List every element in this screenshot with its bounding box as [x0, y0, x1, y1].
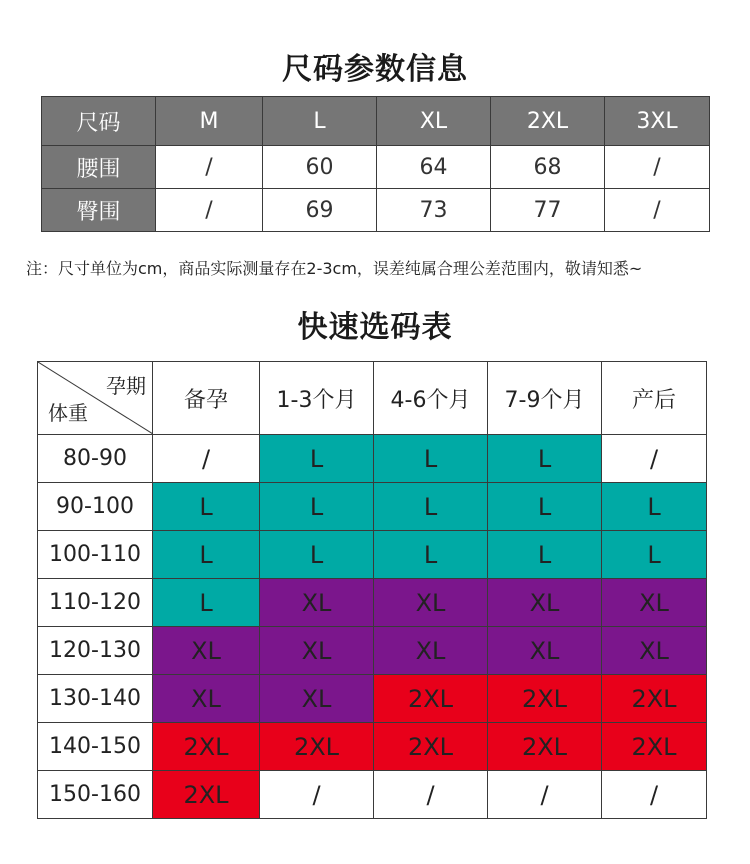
size-cell: XL — [153, 627, 260, 675]
table-row — [38, 531, 707, 579]
column-header: 产后 — [602, 362, 707, 435]
table-cell: 69 — [263, 189, 377, 232]
table-row — [38, 627, 707, 675]
size-cell: L — [374, 483, 488, 531]
size-cell: 2XL — [488, 675, 602, 723]
table-row — [38, 483, 707, 531]
size-cell: XL — [374, 627, 488, 675]
size-cell: XL — [260, 579, 374, 627]
size-cell: XL — [602, 627, 707, 675]
corner-header-cell — [38, 362, 153, 435]
weight-range-cell: 130-140 — [38, 675, 153, 723]
table-row — [38, 579, 707, 627]
corner-period-label: 孕期 — [106, 374, 146, 398]
size-cell: L — [153, 579, 260, 627]
size-header-cell: 3XL — [605, 97, 710, 146]
size-cell: / — [260, 771, 374, 819]
table-row — [38, 435, 707, 483]
size-table-title: 尺码参数信息 — [282, 52, 468, 87]
size-cell: 2XL — [374, 675, 488, 723]
size-cell: 2XL — [153, 771, 260, 819]
table-row — [38, 675, 707, 723]
weight-range-cell: 100-110 — [38, 531, 153, 579]
weight-range-cell: 90-100 — [38, 483, 153, 531]
size-cell: XL — [374, 579, 488, 627]
size-cell: / — [374, 771, 488, 819]
hip-row — [42, 189, 710, 232]
size-header-row — [42, 97, 710, 146]
quick-table-body — [38, 435, 707, 819]
size-cell: / — [153, 435, 260, 483]
size-cell: XL — [602, 579, 707, 627]
size-cell: L — [602, 483, 707, 531]
weight-range-cell: 140-150 — [38, 723, 153, 771]
table-cell: / — [605, 146, 710, 189]
size-cell: 2XL — [374, 723, 488, 771]
table-cell: / — [605, 189, 710, 232]
size-cell: 2XL — [153, 723, 260, 771]
table-cell: 73 — [377, 189, 491, 232]
quick-select-title: 快速选码表 — [297, 310, 453, 345]
size-cell: L — [153, 483, 260, 531]
size-cell: L — [488, 531, 602, 579]
size-cell: / — [602, 435, 707, 483]
measurement-note: 注：尺寸单位为cm，商品实际测量存在2-3cm，误差纯属合理公差范围内，敬请知悉~ — [26, 259, 643, 278]
table-cell: 60 — [263, 146, 377, 189]
size-cell: XL — [153, 675, 260, 723]
size-cell: L — [153, 531, 260, 579]
size-cell: L — [374, 435, 488, 483]
table-cell: 64 — [377, 146, 491, 189]
waist-row — [42, 146, 710, 189]
column-header: 1-3个月 — [260, 362, 374, 435]
size-cell: 2XL — [260, 723, 374, 771]
size-cell: L — [488, 435, 602, 483]
weight-range-cell: 110-120 — [38, 579, 153, 627]
size-header-cell: XL — [377, 97, 491, 146]
table-cell: / — [156, 146, 263, 189]
corner-weight-label: 体重 — [48, 401, 88, 425]
row-label-hip: 臀围 — [42, 189, 156, 232]
table-cell: / — [156, 189, 263, 232]
weight-range-cell: 120-130 — [38, 627, 153, 675]
column-header: 7-9个月 — [488, 362, 602, 435]
size-parameter-table — [41, 96, 710, 232]
weight-range-cell: 80-90 — [38, 435, 153, 483]
size-header-cell: 2XL — [491, 97, 605, 146]
size-cell: L — [488, 483, 602, 531]
size-cell: XL — [260, 627, 374, 675]
table-row — [38, 771, 707, 819]
size-header-cell: L — [263, 97, 377, 146]
size-cell: 2XL — [602, 723, 707, 771]
size-cell: L — [260, 531, 374, 579]
table-cell: 77 — [491, 189, 605, 232]
column-header: 备孕 — [153, 362, 260, 435]
size-header-cell: M — [156, 97, 263, 146]
quick-select-table — [37, 361, 707, 819]
size-cell: L — [374, 531, 488, 579]
size-cell: XL — [488, 579, 602, 627]
quick-header-row — [38, 362, 707, 435]
size-cell: 2XL — [488, 723, 602, 771]
size-cell: / — [602, 771, 707, 819]
size-cell: XL — [488, 627, 602, 675]
table-cell: 68 — [491, 146, 605, 189]
size-cell: 2XL — [602, 675, 707, 723]
row-label-waist: 腰围 — [42, 146, 156, 189]
table-row — [38, 723, 707, 771]
size-cell: XL — [260, 675, 374, 723]
size-cell: / — [488, 771, 602, 819]
size-cell: L — [260, 435, 374, 483]
size-cell: L — [260, 483, 374, 531]
size-cell: L — [602, 531, 707, 579]
weight-range-cell: 150-160 — [38, 771, 153, 819]
size-header-label: 尺码 — [42, 97, 156, 146]
column-header: 4-6个月 — [374, 362, 488, 435]
